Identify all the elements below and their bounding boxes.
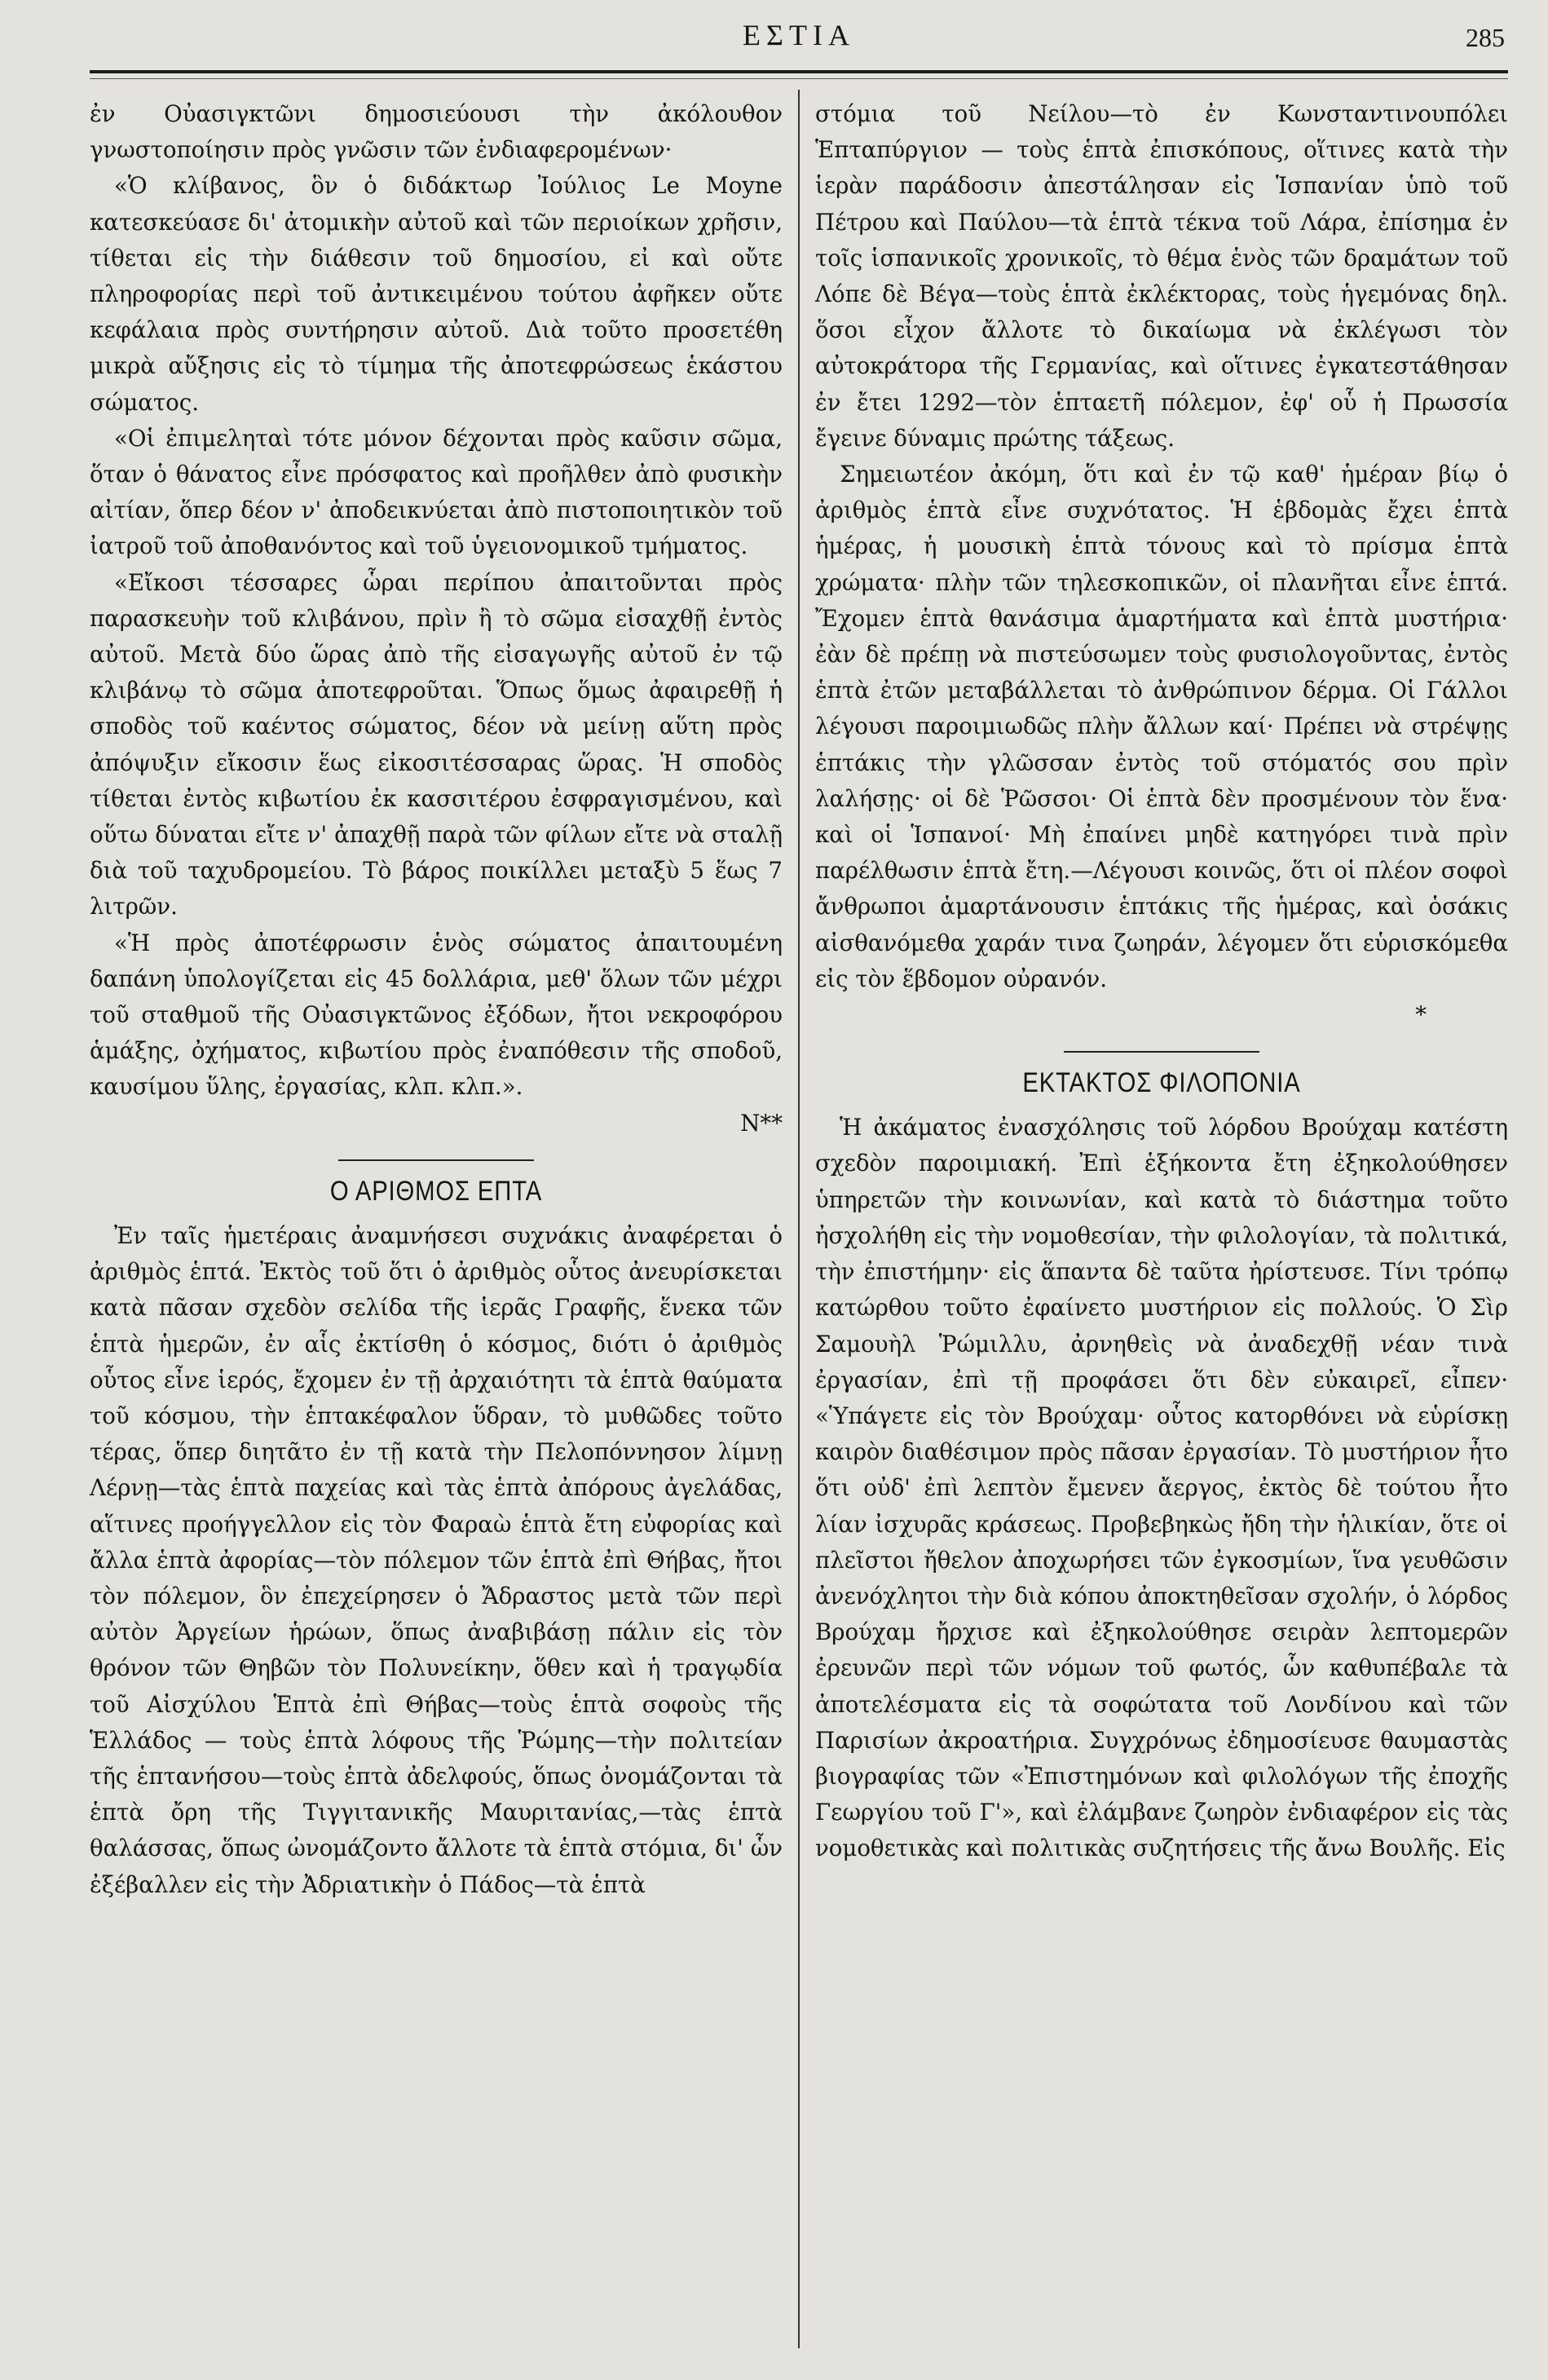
article-heading: Ο ΑΡΙΘΜΟΣ ΕΠΤΑ: [329, 1175, 543, 1207]
article-paragraph: Ἡ ἀκάματος ἐνασχόλησις τοῦ λόρδου Βρούχαμ κατέστη σχεδὸν παροιμιακή. Ἐπὶ ἑξήκοντα ἔτη ἐξηκολούθησεν ὑπηρετῶν τὴν κοινωνίαν, καὶ κατὰ τὸ διάστημα τοῦτο ἠσχολήθη εἰς τὴν νομοθεσίαν, τὴν φιλολογίαν, τὰ πολιτικά, τὴν ἐπιστήμην· εἰς ἅπαντα δὲ ταῦτα ἠρίστευσε. Τίνι τρόπῳ κατώρθου τοῦτο ἐφαίνετο μυστήριον εἰς πολλούς. Ὁ Σὶρ Σαμουὴλ Ῥώμιλλυ, ἀρνηθεὶς νὰ ἀναδεχθῇ νέαν τινὰ ἐργασίαν, ἐπὶ τῇ προφάσει ὅτι δὲν εὐκαιρεῖ, εἶπεν· «Ὑπάγετε εἰς τὸν Βρούχαμ· οὗτος κατορθόνει νὰ εὑρίσκῃ καιρὸν διαθέσιμον πρὸς πᾶσαν ἐργασίαν. Τὸ μυστήριον ἦτο ὅτι οὐδ' ἐπὶ λεπτὸν ἔμενεν ἄεργος, ἐκτὸς δὲ τούτου ἦτο λίαν ἰσχυρᾶς κράσεως. Προβεβηκὼς ἤδη τὴν ἡλικίαν, ὅτε οἱ πλεῖστοι ἤθελον ἀποχωρήσει τῶν ἐγκοσμίων, ἵνα γευθῶσιν ἀνενόχλητοι τὴν διὰ κόπου ἀποκτηθεῖσαν σχολήν, ὁ λόρδος Βρούχαμ ἤρχισε καὶ ἐξηκολούθησε σειρὰν λεπτομερῶν ἐρευνῶν περὶ τῶν νόμων τοῦ φωτός, ὧν καθυπέβαλε τὰ ἀποτελέσματα εἰς τὰ σοφώτατα τοῦ Λονδίνου καὶ τῶν Παρισίων ἀκροατήρια. Συγχρόνως ἐδημοσίευσε θαυμαστὰς βιογραφίας τῶν «Ἐπιστημόνων καὶ φιλολόγων τῆς ἐποχῆς Γεωργίου τοῦ Γ'», καὶ ἐλάμβανε ζωηρὸν ἐνδιαφέρον εἰς τὰς νομοθετικὰς καὶ πολιτικὰς συζητήσεις τῆς ἄνω Βουλῆς. Εἰς: [815, 1114, 1508, 1862]
column-divider: [798, 90, 800, 2348]
article-paragraph: Ἐν ταῖς ἡμετέραις ἀναμνήσεσι συχνάκις ἀναφέρεται ὁ ἀριθμὸς ἑπτά. Ἐκτὸς τοῦ ὅτι ὁ ἀριθμὸς οὗτος ἀνευρίσκεται κατὰ πᾶσαν σχεδὸν σελίδα τῆς ἱερᾶς Γραφῆς, ἕνεκα τῶν ἑπτὰ ἡμερῶν, ἐν αἷς ἐκτίσθη ὁ κόσμος, διότι ὁ ἀριθμὸς οὗτος εἶνε ἱερός, ἔχομεν ἐν τῇ ἀρχαιότητι τὰ ἑπτὰ θαύματα τοῦ κόσμου, τὴν ἑπτακέφαλον ὕδραν, τὸ μυθῶδες τοῦτο τέρας, ὅπερ διητᾶτο ἐν τῇ κατὰ τὴν Πελοπόννησον λίμνῃ Λέρνῃ—τὰς ἑπτὰ παχείας καὶ τὰς ἑπτὰ ἀπόρους ἀγελάδας, αἵτινες προήγγελλον εἰς τὸν Φαραὼ ἑπτὰ ἔτη εὐφορίας καὶ ἄλλα ἑπτὰ ἀφορίας—τὸν πόλεμον τῶν ἑπτὰ ἐπὶ Θήβας, ἤτοι τὸν πόλεμον, ὃν ἐπεχείρησεν ὁ Ἄδραστος μετὰ τῶν περὶ αὐτὸν Ἀργείων ἡρώων, ὅπως ἀναβιβάσῃ πάλιν εἰς τὸν θρόνον τῶν Θηβῶν τὸν Πολυνείκην, ὅθεν καὶ ἡ τραγῳδία τοῦ Αἰσχύλου Ἑπτὰ ἐπὶ Θήβας—τοὺς ἑπτὰ σοφοὺς τῆς Ἑλλάδος — τοὺς ἑπτὰ λόφους τῆς Ῥώμης—τὴν πολιτείαν τῆς ἑπτανήσου—τοὺς ἑπτὰ ἀδελφούς, ὅπως ὀνομάζονται τὰ ἑπτὰ ὄρη τῆς Τιγγιτανικῆς Μαυριτανίας,—τὰς ἑπτὰ θαλάσσας, ὅπως ὠνομάζοντο ἄλλοτε τὰ ἑπτὰ στόμια, δι' ὧν ἐξέβαλλεν εἰς τὴν Ἀδριατικὴν ὁ Πάδος—τὰ ἑπτὰ: [90, 1221, 783, 1898]
author-signature: Ν**: [740, 1109, 783, 1137]
article-paragraph: «Ἡ πρὸς ἀποτέφρωσιν ἑνὸς σώματος ἀπαιτουμένη δαπάνη ὑπολογίζεται εἰς 45 δολλάρια, μεθ' ὅλων τῶν μέχρι τοῦ σταθμοῦ τῆς Οὐασιγκτῶνος ἐξόδων, ἤτοι νεκροφόρου ἁμάξης, ὀχήματος, κιβωτίου πρὸς ἐναπόθεσιν τῆς σποδοῦ, καυσίμου ὕλης, ἐργασίας, κλπ. κλπ.».: [90, 929, 783, 1101]
running-title: ΕΣΤΙΑ: [743, 19, 855, 51]
page-number: 285: [1466, 23, 1505, 52]
article-paragraph: «Οἱ ἐπιμεληταὶ τότε μόνον δέχονται πρὸς καῦσιν σῶμα, ὅταν ὁ θάνατος εἶνε πρόσφατος καὶ προῆλθεν ἀπὸ φυσικὴν αἰτίαν, ὅπερ δέον ν' ἀποδεικνύεται ἀπὸ πιστοποιητικὸν τοῦ ἰατροῦ τοῦ ἀποθανόντος καὶ τοῦ ὑγειονομικοῦ τμήματος.: [90, 424, 783, 560]
article-paragraph: «Εἴκοσι τέσσαρες ὧραι περίπου ἀπαιτοῦνται πρὸς παρασκευὴν τοῦ κλιβάνου, πρὶν ἢ τὸ σῶμα εἰσαχθῇ ἐντὸς αὐτοῦ. Μετὰ δύο ὥρας ἀπὸ τῆς εἰσαγωγῆς αὐτοῦ ἐν τῷ κλιβάνῳ τὸ σῶμα ἀποτεφροῦται. Ὅπως ὅμως ἀφαιρεθῇ ἡ σποδὸς τοῦ καέντος σώματος, δέον νὰ μείνῃ αὕτη πρὸς ἀπόψυξιν εἴκοσιν ἕως εἰκοσιτέσσαρας ὥρας. Ἡ σποδὸς τίθεται ἐντὸς κιβωτίου ἐκ κασσιτέρου ἐσφραγισμένου, καὶ οὕτω δύναται εἴτε ν' ἀπαχθῇ παρὰ τῶν φίλων εἴτε νὰ σταλῇ διὰ τοῦ ταχυδρομείου. Τὸ βάρος ποικίλλει μεταξὺ 5 ἕως 7 λιτρῶν.: [90, 568, 783, 921]
article-paragraph: στόμια τοῦ Νείλου—τὸ ἐν Κωνσταντινουπόλει Ἑπταπύργιον — τοὺς ἑπτὰ ἐπισκόπους, οἵτινες κατὰ τὴν ἱερὰν παράδοσιν ἀπεστάλησαν εἰς Ἱσπανίαν ὑπὸ τοῦ Πέτρου καὶ Παύλου—τὰ ἑπτὰ τέκνα τοῦ Λάρα, ἐπίσημα ἐν τοῖς ἱσπανικοῖς χρονικοῖς, τὸ θέμα ἑνὸς τῶν δραμάτων τοῦ Λόπε δὲ Βέγα—τοὺς ἑπτὰ ἐκλέκτορας, τοὺς ἡγεμόνας δηλ. ὅσοι εἶχον ἄλλοτε τὸ δικαίωμα νὰ ἐκλέγωσι τὸν αὐτοκράτορα τῆς Γερμανίας, καὶ οἵτινες ἐγκατεστάθησαν ἐν ἔτει 1292—τὸν ἑπταετῆ πόλεμον, ἐφ' οὗ ἡ Πρωσσία ἔγεινε δύναμις πρώτης τάξεως.: [815, 100, 1508, 452]
section-separator: [1064, 1051, 1259, 1053]
right-column: [815, 96, 1508, 1867]
article-paragraph: ἐν Οὐασιγκτῶνι δημοσιεύουσι τὴν ἀκόλουθον γνωστοποίησιν πρὸς γνῶσιν τῶν ἐνδιαφερομένων·: [90, 100, 783, 164]
article-heading: ΕΚΤΑΚΤΟΣ ΦΙΛΟΠΟΝΙΑ: [1022, 1067, 1301, 1099]
header-rule-thin: [90, 78, 1508, 79]
header-rule: [90, 70, 1508, 73]
page-header: [90, 18, 1508, 67]
section-separator: [338, 1159, 534, 1161]
article-paragraph: Σημειωτέον ἀκόμη, ὅτι καὶ ἐν τῷ καθ' ἡμέραν βίῳ ὁ ἀριθμὸς ἑπτὰ εἶνε συχνότατος. Ἡ ἑβδομὰς ἔχει ἑπτὰ ἡμέρας, ἡ μουσικὴ ἑπτὰ τόνους καὶ τὸ πρίσμα ἑπτὰ χρώματα· πλὴν τῶν τηλεσκοπικῶν, οἱ πλανῆται εἶνε ἑπτά. Ἔχομεν ἑπτὰ θανάσιμα ἁμαρτήματα καὶ ἑπτὰ μυστήρια· ἐὰν δὲ πρέπῃ νὰ πιστεύσωμεν τοὺς φυσιολογοῦντας, ἐντὸς ἑπτὰ ἐτῶν μεταβάλλεται τὸ ἀνθρώπινον δέρμα. Οἱ Γάλλοι λέγουσι παροιμιωδῶς πλὴν ἄλλων καί· Πρέπει νὰ στρέψῃς ἑπτάκις τὴν γλῶσσαν ἐντὸς τοῦ στόματός σου πρὶν λαλήσῃς· οἱ δὲ Ῥῶσσοι· Οἱ ἑπτὰ δὲν προσμένουν τὸν ἕνα· καὶ οἱ Ἱσπανοί· Μὴ ἐπαίνει μηδὲ κατηγόρει τινὰ πρὶν παρέλθωσιν ἑπτὰ ἔτη.—Λέγουσι κοινῶς, ὅτι οἱ πλέον σοφοὶ ἄνθρωποι ἁμαρτάνουσιν ἑπτάκις τῆς ἡμέρας, καὶ ὁσάκις αἰσθανόμεθα χαράν τινα ζωηράν, λέγομεν ὅτι εὑρισκόμεθα εἰς τὸν ἕβδομον οὐρανόν.: [815, 461, 1508, 992]
article-paragraph: «Ὁ κλίβανος, ὃν ὁ διδάκτωρ Ἰούλιος Le Moyne κατεσκεύασε δι' ἀτομικὴν αὐτοῦ καὶ τῶν περιοίκων χρῆσιν, τίθεται εἰς τὴν διάθεσιν τοῦ δημοσίου, εἰ καὶ οὔτε πληροφορίας περὶ τοῦ ἀντικειμένου τούτου ἀφῆκεν οὔτε κεφάλαια πρὸς συντήρησιν αὐτοῦ. Διὰ τοῦτο προσετέθη μικρὰ αὔξησις εἰς τὸ τίμημα τῆς ἀποτεφρώσεως ἑκάστου σώματος.: [90, 172, 783, 416]
left-column: [90, 96, 783, 1903]
section-star: *: [1415, 1001, 1427, 1029]
